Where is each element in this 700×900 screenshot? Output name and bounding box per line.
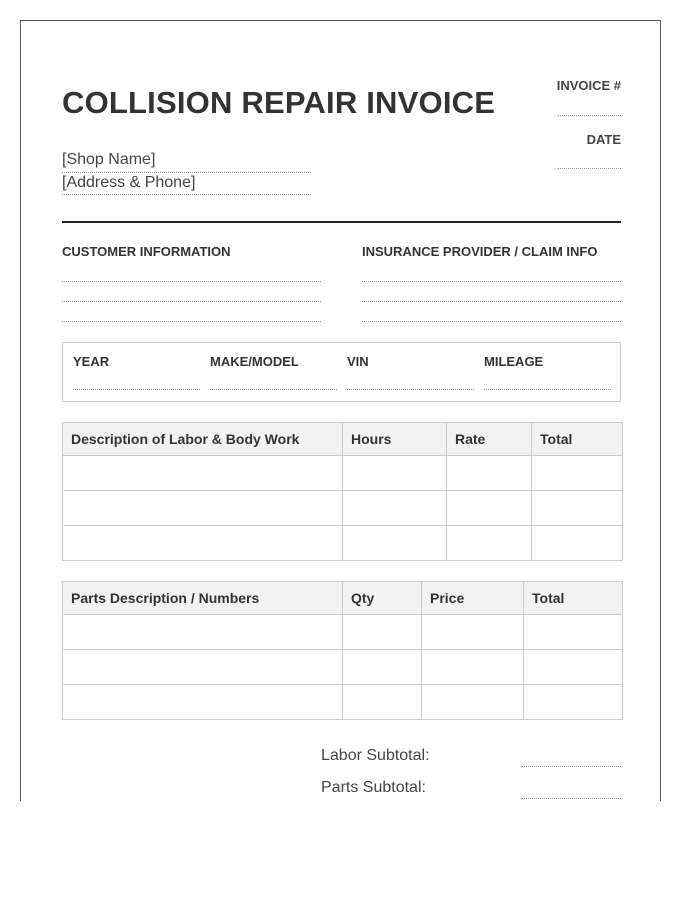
parts-total-cell[interactable] bbox=[524, 615, 623, 650]
parts-total-cell[interactable] bbox=[524, 650, 623, 685]
parts-qty-header: Qty bbox=[343, 582, 422, 615]
mileage-field[interactable] bbox=[484, 389, 611, 390]
customer-field-1[interactable] bbox=[62, 281, 321, 282]
labor-rate-cell[interactable] bbox=[447, 526, 532, 561]
labor-description-cell[interactable] bbox=[63, 526, 343, 561]
customer-information-label: CUSTOMER INFORMATION bbox=[62, 244, 231, 259]
make-model-label: MAKE/MODEL bbox=[210, 354, 299, 369]
labor-description-cell[interactable] bbox=[63, 456, 343, 491]
table-row bbox=[63, 650, 623, 685]
parts-qty-cell[interactable] bbox=[343, 685, 422, 720]
invoice-number-field[interactable] bbox=[558, 115, 621, 116]
table-row bbox=[63, 526, 623, 561]
labor-description-cell[interactable] bbox=[63, 491, 343, 526]
labor-rate-cell[interactable] bbox=[447, 491, 532, 526]
parts-price-header: Price bbox=[422, 582, 524, 615]
year-field[interactable] bbox=[73, 389, 200, 390]
parts-qty-cell[interactable] bbox=[343, 615, 422, 650]
parts-header-row bbox=[63, 582, 623, 615]
parts-description-cell[interactable] bbox=[63, 615, 343, 650]
parts-total-header: Total bbox=[524, 582, 623, 615]
table-row bbox=[63, 491, 623, 526]
parts-total-cell[interactable] bbox=[524, 685, 623, 720]
labor-hours-cell[interactable] bbox=[343, 491, 447, 526]
labor-hours-header: Hours bbox=[343, 423, 447, 456]
labor-hours-cell[interactable] bbox=[343, 456, 447, 491]
insurance-field-3[interactable] bbox=[362, 321, 621, 322]
parts-description-header: Parts Description / Numbers bbox=[63, 582, 343, 615]
shop-name: [Shop Name] bbox=[62, 151, 156, 168]
parts-subtotal-field[interactable] bbox=[521, 798, 621, 799]
parts-price-cell[interactable] bbox=[422, 615, 524, 650]
table-row bbox=[63, 456, 623, 491]
shop-address-line bbox=[62, 194, 311, 195]
date-field[interactable] bbox=[558, 168, 621, 169]
make-model-field[interactable] bbox=[210, 389, 337, 390]
labor-subtotal-field[interactable] bbox=[521, 766, 621, 767]
shop-name-line bbox=[62, 172, 311, 173]
parts-subtotal-label: Parts Subtotal: bbox=[321, 779, 426, 796]
parts-qty-cell[interactable] bbox=[343, 650, 422, 685]
vin-label: VIN bbox=[347, 354, 369, 369]
table-row bbox=[63, 685, 623, 720]
parts-description-cell[interactable] bbox=[63, 650, 343, 685]
date-label: DATE bbox=[586, 132, 621, 147]
parts-price-cell[interactable] bbox=[422, 650, 524, 685]
shop-address: [Address & Phone] bbox=[62, 174, 196, 191]
mileage-label: MILEAGE bbox=[484, 354, 544, 369]
parts-table bbox=[62, 581, 623, 720]
labor-total-cell[interactable] bbox=[532, 456, 623, 491]
labor-rate-header: Rate bbox=[447, 423, 532, 456]
labor-total-header: Total bbox=[532, 423, 623, 456]
labor-total-cell[interactable] bbox=[532, 491, 623, 526]
insurance-field-1[interactable] bbox=[362, 281, 621, 282]
customer-field-3[interactable] bbox=[62, 321, 321, 322]
invoice-title: COLLISION REPAIR INVOICE bbox=[62, 85, 496, 120]
customer-field-2[interactable] bbox=[62, 301, 321, 302]
parts-price-cell[interactable] bbox=[422, 685, 524, 720]
invoice-number-label: INVOICE # bbox=[556, 78, 621, 93]
table-row bbox=[63, 615, 623, 650]
labor-total-cell[interactable] bbox=[532, 526, 623, 561]
header-divider bbox=[62, 221, 621, 223]
insurance-claim-label: INSURANCE PROVIDER / CLAIM INFO bbox=[362, 244, 598, 259]
labor-hours-cell[interactable] bbox=[343, 526, 447, 561]
labor-rate-cell[interactable] bbox=[447, 456, 532, 491]
vehicle-info-box bbox=[62, 342, 621, 402]
vin-field[interactable] bbox=[347, 389, 474, 390]
labor-header-row bbox=[63, 423, 623, 456]
labor-description-header: Description of Labor & Body Work bbox=[63, 423, 343, 456]
insurance-field-2[interactable] bbox=[362, 301, 621, 302]
labor-subtotal-label: Labor Subtotal: bbox=[321, 747, 430, 764]
invoice-page bbox=[20, 20, 661, 801]
year-label: YEAR bbox=[73, 354, 110, 369]
parts-description-cell[interactable] bbox=[63, 685, 343, 720]
labor-table bbox=[62, 422, 623, 561]
